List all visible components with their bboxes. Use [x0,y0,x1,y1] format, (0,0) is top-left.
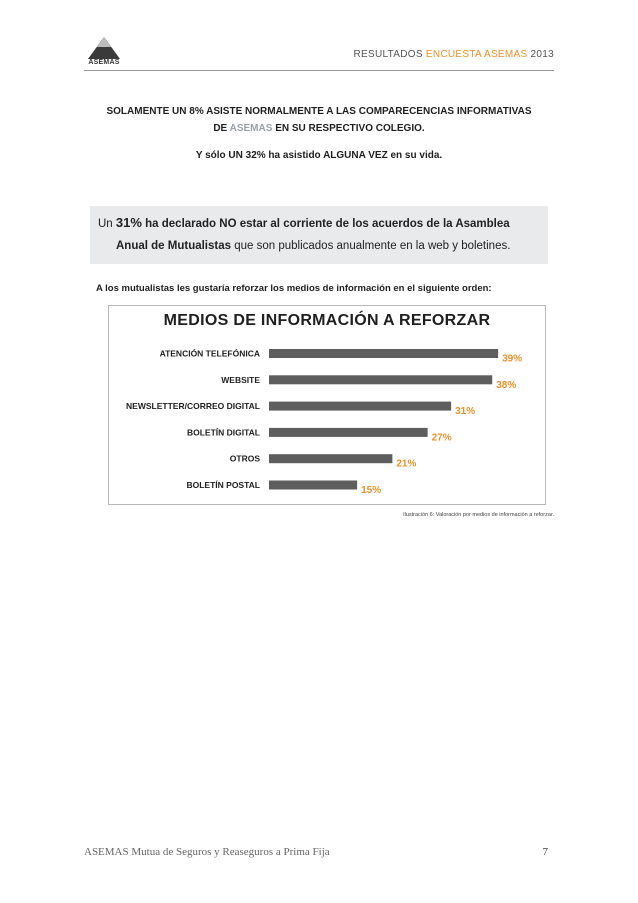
page-number: 7 [542,846,548,858]
value-label: 27% [431,432,452,444]
value-label: 39% [502,353,523,365]
header-title-prefix: RESULTADOS [353,49,426,60]
chart [108,305,546,505]
headline-line2-post: EN SU RESPECTIVO COLEGIO. [272,123,425,134]
value-label: 15% [361,485,382,496]
chart-title: MEDIOS DE INFORMACIÓN A REFORZAR [163,312,491,329]
category-label: WEBSITE [221,374,260,385]
category-label: BOLETÍN DIGITAL [186,427,260,438]
category-label: BOLETÍN POSTAL [186,480,260,490]
callout-bold2: Anual de Mutualistas [116,240,232,252]
value-label: 21% [396,458,417,470]
callout-line2 [98,235,540,257]
headline-line2-pre: DE [213,123,230,134]
value-label: 38% [496,379,517,391]
footer-text: ASEMAS Mutua de Seguros y Reaseguros a Prima Fija [84,846,330,858]
callout-bold1: ha declarado NO estar al corriente de los acuerdos de la Asamblea [141,218,510,230]
bar [269,428,428,437]
bar [269,349,498,358]
headline-line1: SOLAMENTE UN 8% ASISTE NORMALMENTE A LAS COMPARECENCIAS INFORMATIVAS [106,106,532,117]
bar [269,402,451,411]
headline-asemas: ASEMAS [229,123,273,134]
callout-un: Un [98,218,116,230]
logo-mountain-icon [84,36,124,60]
header-title-suffix: 2013 [527,49,554,60]
bar [269,481,357,490]
callout-rest: que son publicados anualmente en la web y boletines. [231,240,511,252]
category-label: NEWSLETTER/CORREO DIGITAL [126,401,260,412]
category-label: OTROS [229,453,260,464]
chart-plot [109,306,545,504]
headline [84,103,554,137]
callout-box [90,206,548,264]
bar [269,454,392,463]
callout-pct: 31% [115,215,142,230]
bar [269,375,492,384]
value-label: 31% [455,406,476,418]
figure-caption: Ilustración 6: Valoración por medios de información a reforzar. [403,512,554,518]
category-label: ATENCIÓN TELEFÓNICA [159,348,260,359]
header-title [354,49,555,60]
header-title-accent: ENCUESTA ASEMAS [425,49,528,60]
intro-text: A los mutualistas les gustaría reforzar los medios de información en el siguiente orden: [96,283,492,294]
logo-text: ASEMAS [88,59,120,66]
headline-line2 [84,120,554,137]
headline-subline: Y sólo UN 32% ha asistido ALGUNA VEZ en su vida. [195,150,443,161]
header-rule [84,70,554,71]
